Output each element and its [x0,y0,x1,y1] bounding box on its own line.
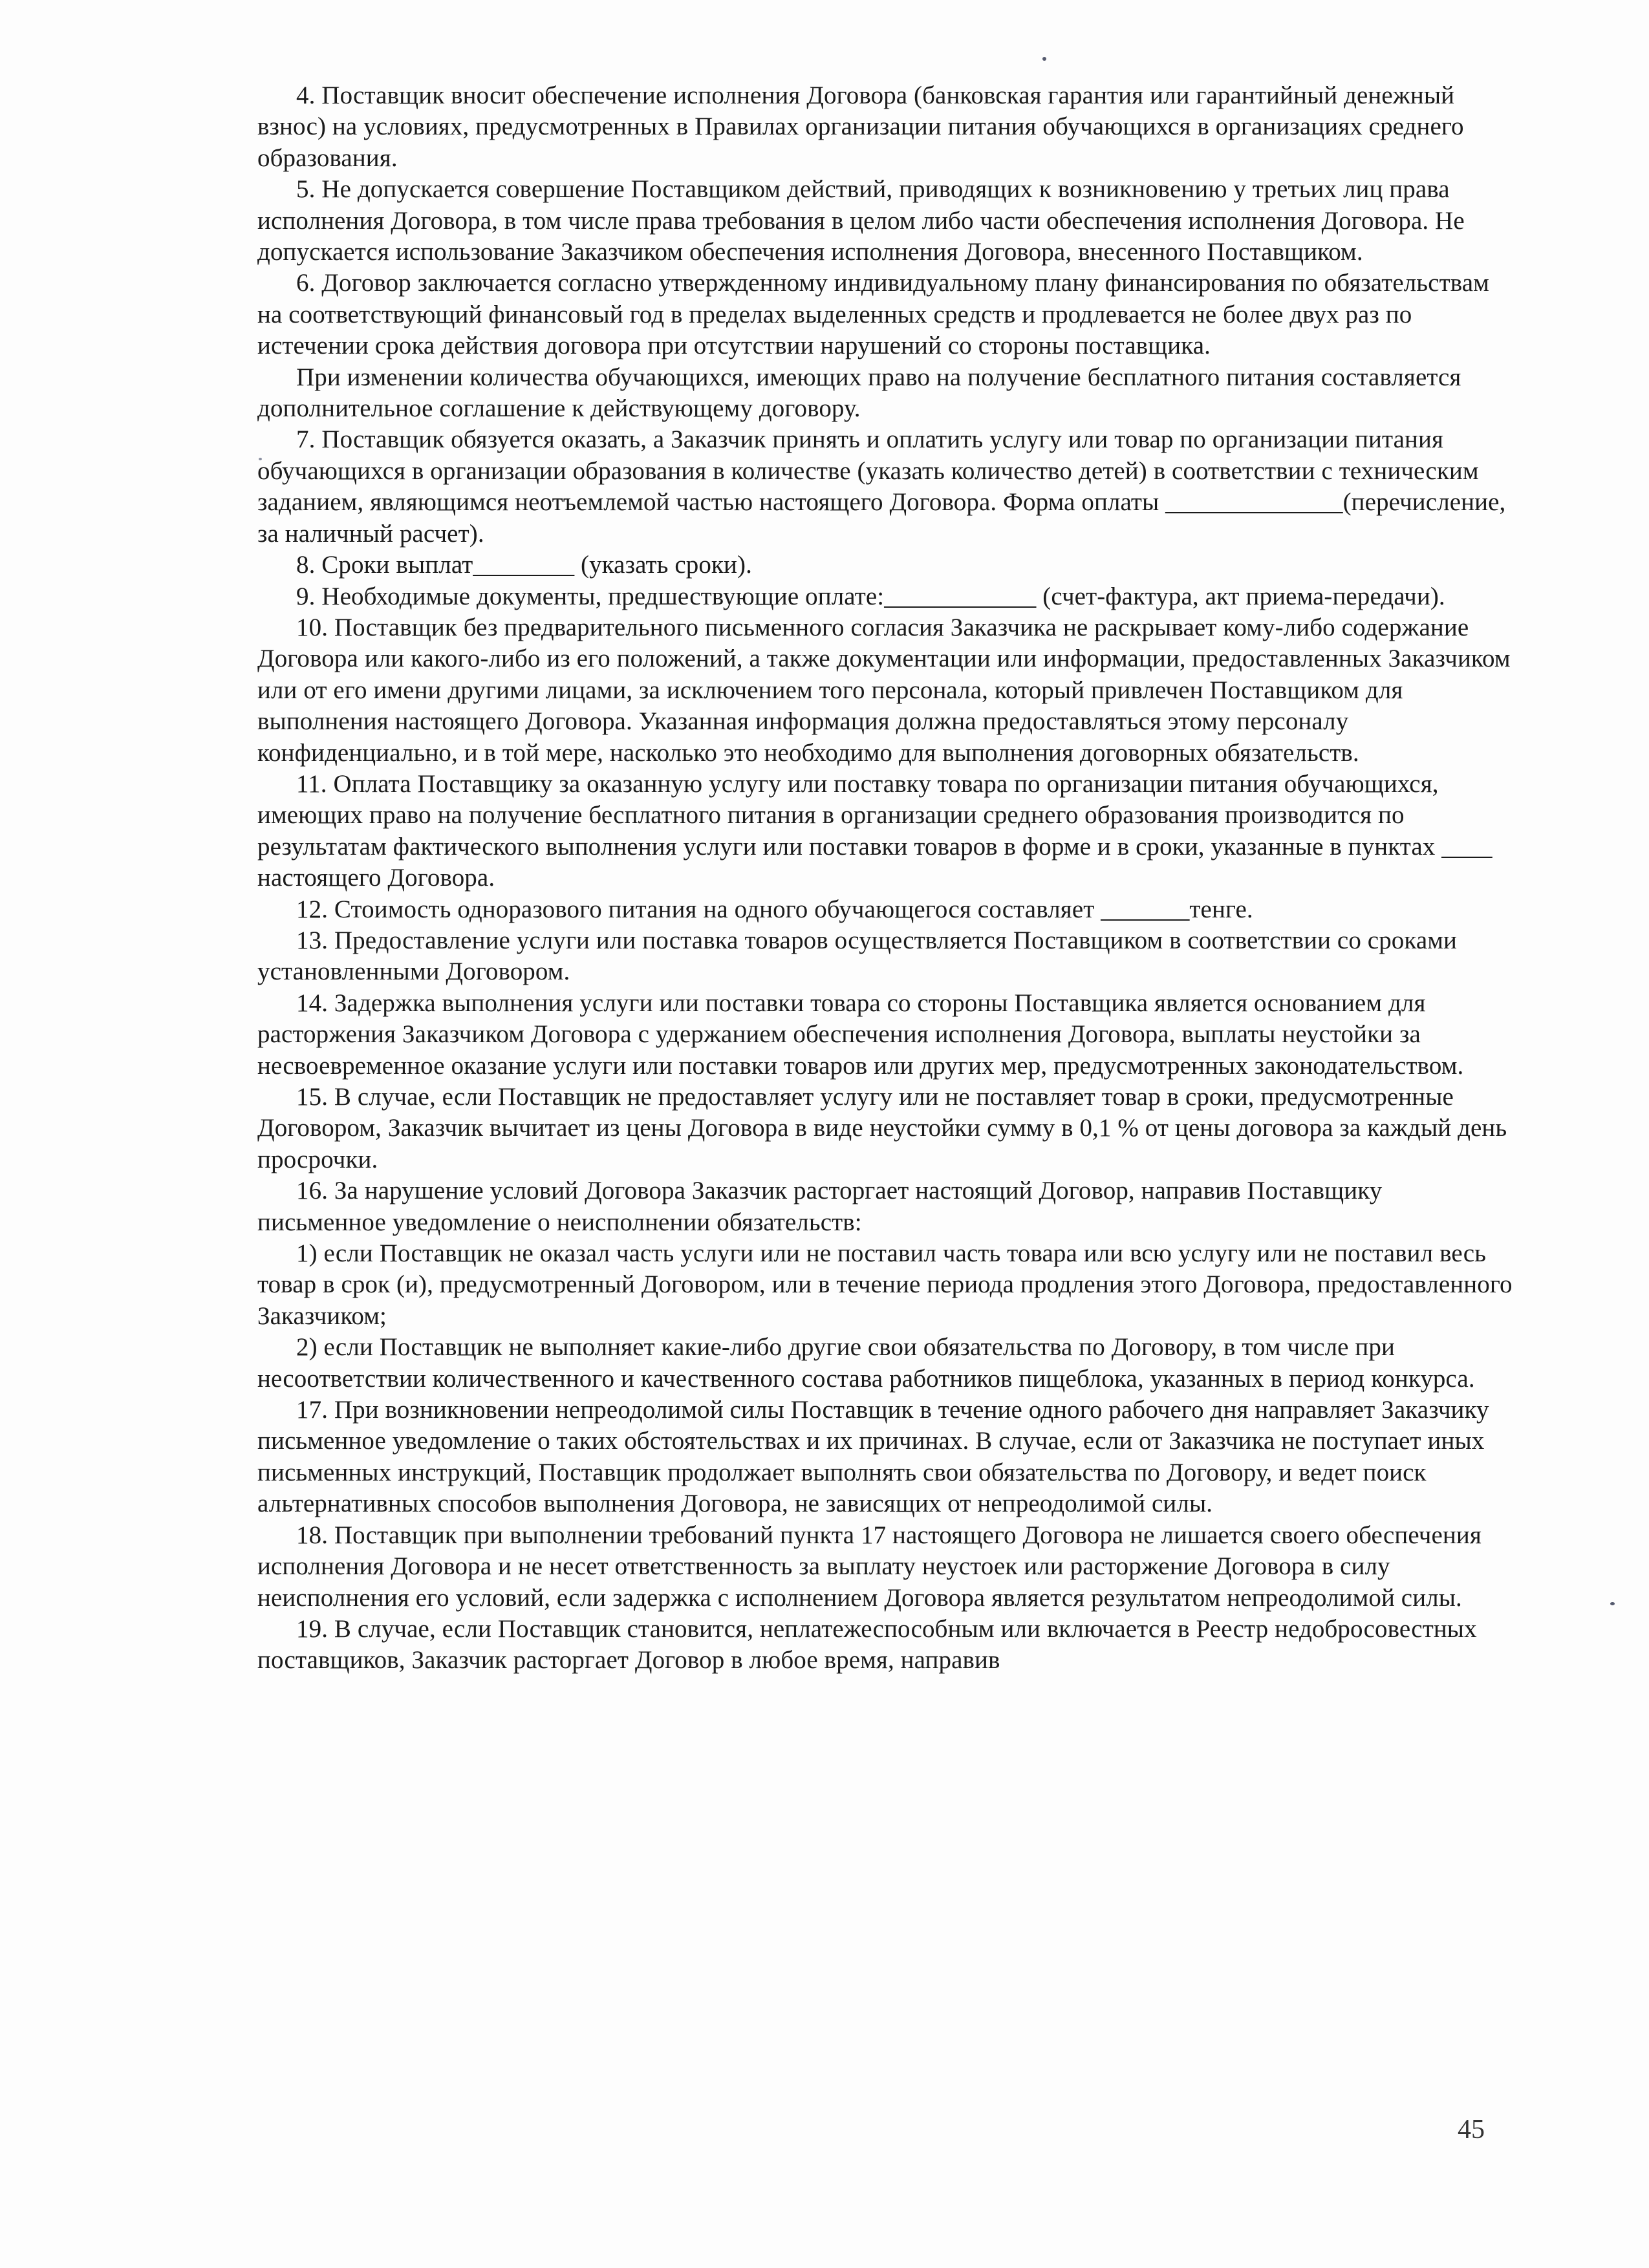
clause-6: 6. Договор заключается согласно утвержденному индивидуальному плану финансирования по обязательствам на соответствующий финансовый год в пределах выделенных средств и продлевается не более двух раз по истечении срока действия договора при отсутствии нарушений со стороны поставщика. [257,269,1489,360]
scan-speck-right [1610,1602,1615,1605]
document-body [257,80,1513,1676]
clause-19: 19. В случае, если Поставщик становится, неплатежеспособным или включается в Реестр недобросовестных поставщиков, Заказчик расторгает Договор в любое время, направив [257,1614,1477,1674]
clause-18: 18. Поставщик при выполнении требований пункта 17 настоящего Договора не лишается своего обеспечения исполнения Договора и не несет ответственность за выплату неустоек или расторжение Договора в силу неисполнения его условий, если задержка с исполнением Договора является результатом непреодолимой силы. [257,1521,1482,1612]
clause-17: 17. При возникновении непреодолимой силы Поставщик в течение одного рабочего дня направляет Заказчику письменное уведомление о таких обстоятельствах и их причинах. В случае, если от Заказчика не поступает иных письменных инструкций, Поставщик продолжает выполнять свои обязательства по Договору, и ведет поиск альтернативных способов выполнения Договора, не зависящих от непреодолимой силы. [257,1396,1489,1518]
clause-6-amendment: При изменении количества обучающихся, имеющих право на получение бесплатного питания составляется дополнительное соглашение к действующему договору. [257,363,1461,423]
clause-14: 14. Задержка выполнения услуги или поставки товара со стороны Поставщика является основанием для расторжения Заказчиком Договора с удержанием обеспечения исполнения Договора, выплаты неустойки за несвоевременное оказание услуги или поставки товаров или других мер, предусмотренных законодательством. [257,989,1464,1080]
clause-15: 15. В случае, если Поставщик не предоставляет услугу или не поставляет товар в сроки, предусмотренные Договором, Заказчик вычитает из цены Договора в виде неустойки сумму в 0,1 % от цены договора за каждый день просрочки. [257,1083,1507,1173]
clause-10: 10. Поставщик без предварительного письменного согласия Заказчика не раскрывает кому-либо содержание Договора или какого-либо из его положений, а также документации или информации, предоставленных Заказчиком или от его имени другими лицами, за исключением того персонала, который привлечен Поставщиком для выполнения настоящего Договора. Указанная информация должна предоставляться этому персоналу конфиденциально, и в той мере, насколько это необходимо для выполнения договорных обязательств. [257,613,1511,767]
clause-16-item-2: 2) если Поставщик не выполняет какие-либо другие свои обязательства по Договору, в том числе при несоответствии количественного и качественного состава работников пищеблока, указанных в период конкурса. [257,1333,1475,1393]
clause-8: 8. Сроки выплат________ (указать сроки). [296,551,752,579]
scan-speck-top [1042,57,1046,61]
clause-16: 16. За нарушение условий Договора Заказчик расторгает настоящий Договор, направив Поставщику письменное уведомление о неисполнении обязательств: [257,1177,1383,1236]
clause-7: 7. Поставщик обязуется оказать, а Заказчик принять и оплатить услугу или товар по организации питания обучающихся в организации образования в количестве (указать количество детей) в соответствии с техническим заданием, являющимся неотъемлемой частью настоящего Договора. Форма оплаты ______________(перечисление, за наличный расчет). [257,425,1506,548]
clause-16-item-1: 1) если Поставщик не оказал часть услуги или не поставил часть товара или всю услугу или не поставил весь товар в срок (и), предусмотренный Договором, или в течение периода продления этого Договора, предоставленного Заказчиком; [257,1239,1513,1330]
clause-9: 9. Необходимые документы, предшествующие оплате:____________ (счет-фактура, акт приема-передачи). [296,582,1445,610]
clause-12: 12. Стоимость одноразового питания на одного обучающегося составляет _______тенге. [296,895,1253,923]
clause-5: 5. Не допускается совершение Поставщиком действий, приводящих к возникновению у третьих лиц права исполнения Договора, в том числе права требования в целом либо части обеспечения исполнения Договора. Не допускается использование Заказчиком обеспечения исполнения Договора, внесенного Поставщиком. [257,175,1465,266]
clause-13: 13. Предоставление услуги или поставка товаров осуществляется Поставщиком в соответствии со сроками установленными Договором. [257,926,1458,986]
page-number: 45 [1458,2115,1485,2145]
clause-11: 11. Оплата Поставщику за оказанную услугу или поставку товара по организации питания обучающихся, имеющих право на получение бесплатного питания в организации среднего образования производится по результатам фактического выполнения услуги или поставки товаров в форме и в сроки, указанные в пунктах ____ настоящего Договора. [257,769,1493,892]
clause-4: 4. Поставщик вносит обеспечение исполнения Договора (банковская гарантия или гарантийный денежный взнос) на условиях, предусмотренных в Правилах организации питания обучающихся в организациях среднего образования. [257,81,1464,172]
